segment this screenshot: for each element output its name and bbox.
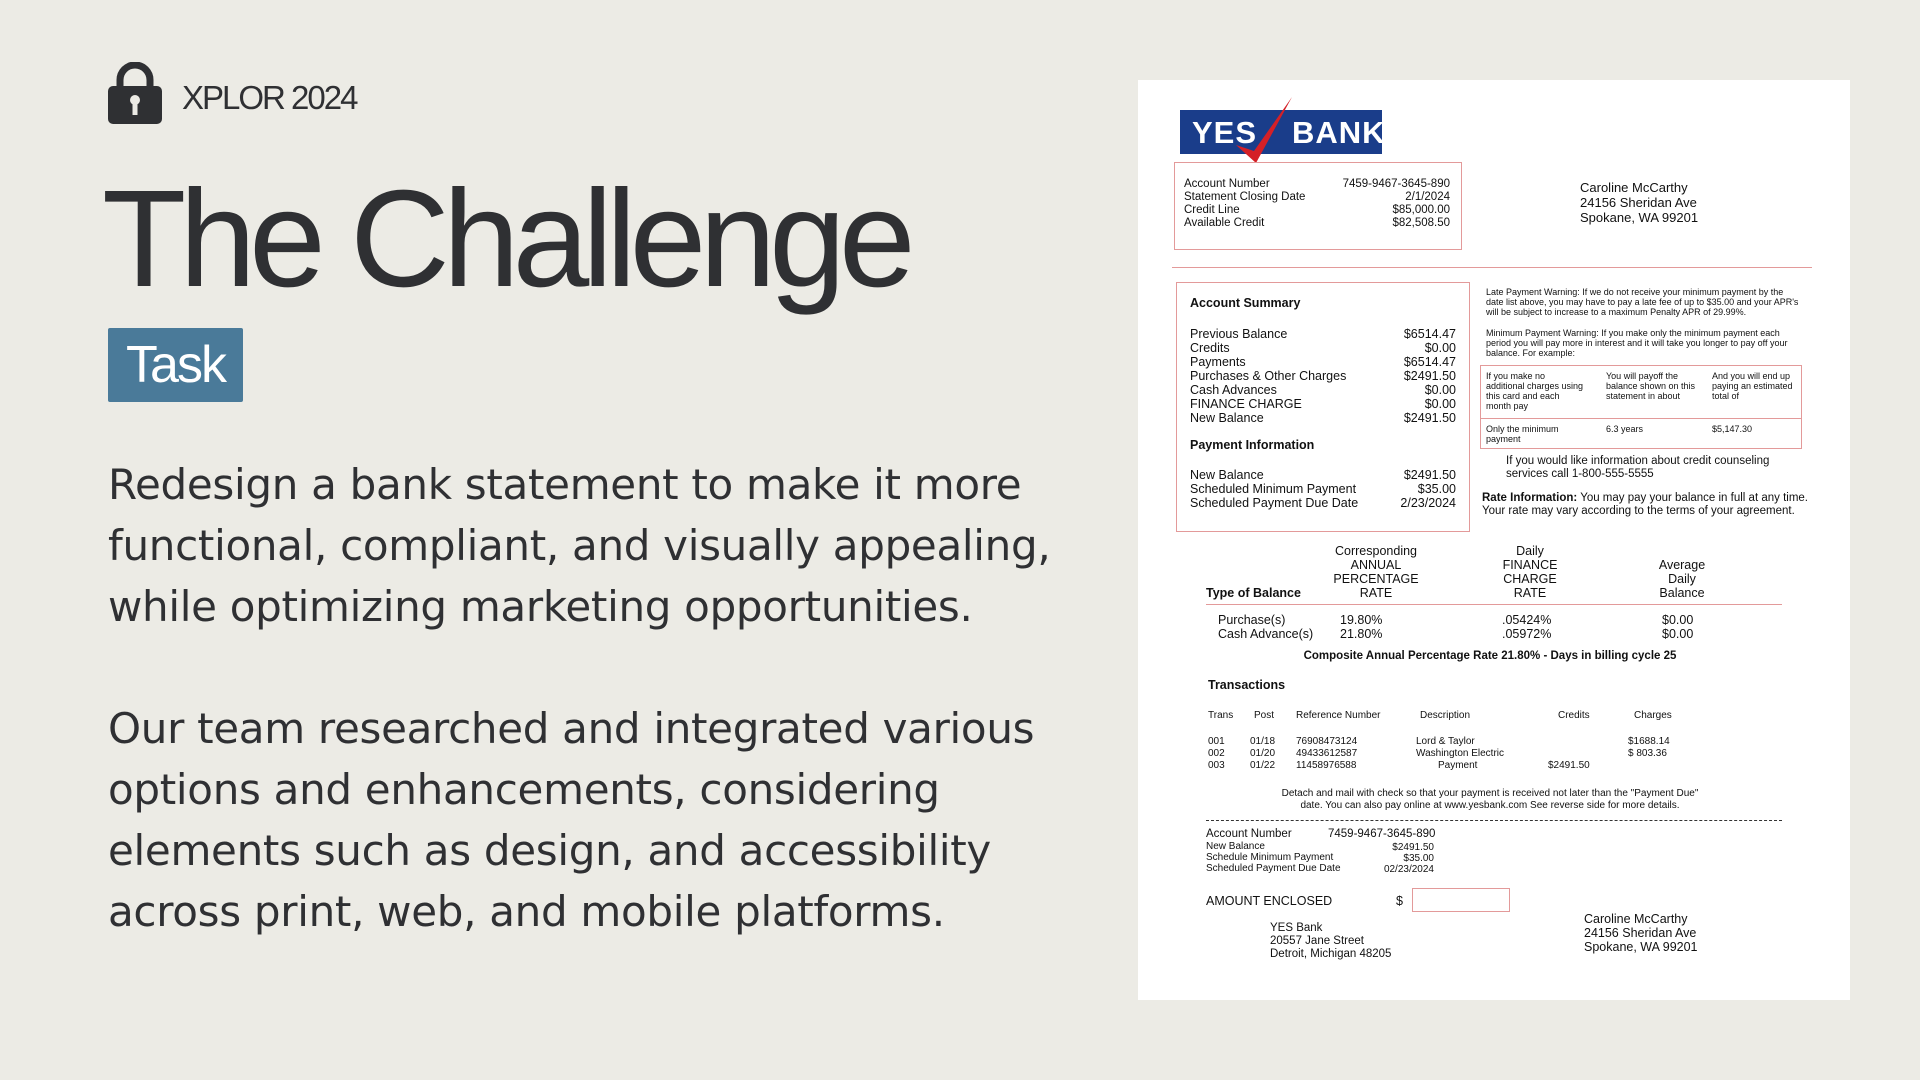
daily-header-line: Daily (1516, 544, 1544, 558)
summary-values (1404, 327, 1456, 425)
remit-label: Scheduled Payment Due Date (1206, 863, 1341, 874)
transaction-cell: 01/20 (1250, 748, 1276, 759)
transaction-cell: $ 803.36 (1628, 748, 1667, 759)
payment-label: Scheduled Minimum Payment (1190, 482, 1357, 496)
bank-city: Detroit, Michigan 48205 (1270, 948, 1392, 960)
transaction-cell: 003 (1208, 760, 1225, 771)
customer-city: Spokane, WA 99201 (1580, 210, 1699, 225)
summary-label: Cash Advances (1190, 383, 1277, 397)
transaction-cell: $2491.50 (1548, 760, 1590, 771)
rate-information (1482, 492, 1822, 518)
payment-value: 2/23/2024 (1400, 496, 1456, 510)
apr-header-line: RATE (1359, 586, 1393, 600)
summary-label: Credits (1190, 341, 1230, 355)
account-values (1343, 178, 1450, 230)
transactions-header: Reference Number (1296, 710, 1381, 721)
balance-apr: 21.80% (1340, 627, 1383, 641)
bank-street: 20557 Jane Street (1270, 935, 1364, 947)
amount-enclosed-label: AMOUNT ENCLOSED (1206, 894, 1333, 908)
detach-line (1206, 820, 1782, 821)
summary-value: $0.00 (1424, 341, 1456, 355)
balance-table-divider (1206, 604, 1782, 605)
daily-header-line: CHARGE (1503, 572, 1557, 586)
customer-street: 24156 Sheridan Ave (1580, 195, 1697, 210)
account-labels (1184, 178, 1305, 230)
transactions-header: Charges (1634, 710, 1672, 721)
account-value: $82,508.50 (1392, 217, 1450, 229)
remit-values (1328, 828, 1435, 841)
type-of-balance-header: Type of Balance (1206, 586, 1301, 600)
transaction-cell: 49433612587 (1296, 748, 1358, 759)
customer-name: Caroline McCarthy (1584, 912, 1688, 926)
apr-header-line: PERCENTAGE (1333, 572, 1419, 586)
balance-average: $0.00 (1662, 627, 1694, 641)
transactions-header: Description (1420, 710, 1471, 721)
balance-average: $0.00 (1662, 613, 1694, 627)
payment-labels (1190, 468, 1358, 510)
page-title: The Challenge (102, 162, 909, 316)
payment-info-heading: Payment Information (1190, 438, 1315, 452)
dollar-sign: $ (1396, 894, 1403, 908)
rate-info-label: Rate Information: (1482, 492, 1578, 504)
customer-address (1580, 180, 1698, 225)
daily-rate-header (1480, 544, 1580, 600)
divider (1172, 267, 1812, 268)
transaction-cell: 01/18 (1250, 736, 1276, 747)
apr-header-line: ANNUAL (1350, 558, 1402, 572)
detach-instructions: date. You can also pay online at www.yesbank.com See reverse side for more details. (1300, 800, 1680, 811)
account-value: $85,000.00 (1392, 204, 1450, 216)
remit-labels (1206, 828, 1341, 874)
bank-name: YES Bank (1270, 922, 1323, 934)
daily-header-line: FINANCE (1502, 558, 1558, 572)
description-paragraph-1: Redesign a bank statement to make it more functional, compliant, and visually appealing, while optimizing marketing opportunities. (108, 460, 1051, 631)
payment-values (1400, 468, 1456, 510)
customer-remit-address (1584, 912, 1698, 954)
summary-value: $0.00 (1424, 397, 1456, 411)
avg-header-line: Daily (1668, 572, 1696, 586)
minimum-payment-warning: Minimum Payment Warning: If you make only the minimum payment each period you will pay more in interest and it will take you longer to pay off your balance. For example: (1486, 328, 1788, 358)
description-paragraph-2: Our team researched and integrated various options and enhancements, considering elements such as design, and accessibility across print, web, and mobile platforms. (108, 704, 1035, 936)
transaction-cell: Lord & Taylor (1416, 736, 1475, 747)
payoff-header: If you make no additional charges using this card and each month pay (1486, 371, 1584, 411)
logo-text-bank: BANK (1292, 115, 1386, 150)
payoff-table-divider (1480, 418, 1802, 419)
summary-value: $6514.47 (1403, 355, 1456, 369)
task-badge: Task (108, 328, 243, 402)
summary-label: Payments (1190, 355, 1246, 369)
credit-counseling-note: If you would like information about credit counseling services call 1-800-555-5555 (1506, 455, 1770, 480)
account-label: Statement Closing Date (1184, 191, 1306, 203)
remit-value: $2491.50 (1392, 842, 1434, 853)
logo-text-yes: YES (1192, 115, 1258, 150)
balance-type: Purchase(s) (1218, 613, 1286, 627)
transaction-cell: 002 (1208, 748, 1225, 759)
avg-balance-header (1632, 558, 1732, 600)
apr-header (1316, 544, 1436, 600)
summary-label: Purchases & Other Charges (1190, 369, 1347, 383)
apr-header-line: Corresponding (1335, 544, 1417, 558)
brand (108, 62, 356, 124)
payoff-cell: Only the minimum payment (1486, 424, 1559, 444)
summary-value: $2491.50 (1403, 369, 1456, 383)
remit-label: New Balance (1206, 841, 1265, 852)
transaction-cell: 76908473124 (1296, 736, 1358, 747)
avg-header-line: Balance (1659, 586, 1705, 600)
summary-labels (1190, 327, 1346, 425)
payment-value: $2491.50 (1403, 468, 1456, 482)
account-label: Available Credit (1184, 217, 1265, 229)
brand-name: XPLOR 2024 (182, 79, 357, 116)
balance-type: Cash Advance(s) (1218, 627, 1314, 641)
summary-value: $2491.50 (1403, 411, 1456, 425)
summary-value: $0.00 (1424, 383, 1456, 397)
rate-info-text: You may pay your balance in full at any time. Your rate may vary according to the terms of your agreement. (1482, 492, 1808, 517)
payment-value: $35.00 (1417, 482, 1456, 496)
amount-enclosed-field[interactable] (1412, 888, 1510, 912)
remit-value: 7459-9467-3645-890 (1328, 828, 1436, 840)
payoff-header: And you will end up paying an estimated total of (1712, 371, 1793, 401)
remit-label: Account Number (1206, 828, 1292, 840)
account-label: Account Number (1184, 178, 1270, 190)
balance-daily-rate: .05424% (1502, 613, 1552, 627)
remit-values-right (1384, 842, 1434, 875)
summary-label: New Balance (1190, 411, 1264, 425)
account-summary-heading: Account Summary (1190, 296, 1301, 310)
transaction-cell: 11458976588 (1296, 760, 1357, 771)
transactions-header: Post (1254, 710, 1275, 721)
transaction-cell: 001 (1208, 736, 1225, 747)
balance-apr: 19.80% (1340, 613, 1383, 627)
account-value: 7459-9467-3645-890 (1342, 178, 1450, 190)
balance-daily-rate: .05972% (1502, 627, 1552, 641)
summary-label: FINANCE CHARGE (1190, 397, 1302, 411)
payoff-cell: $5,147.30 (1712, 424, 1753, 434)
remit-value: 02/23/2024 (1383, 864, 1434, 875)
summary-value: $6514.47 (1403, 327, 1456, 341)
daily-header-line: RATE (1513, 586, 1547, 600)
transaction-cell: Payment (1438, 760, 1478, 771)
checkmark-icon (1234, 95, 1294, 167)
late-payment-warning: Late Payment Warning: If we do not receive your minimum payment by the date list above, you may have to pay a late fee of up to $35.00 and your APR's will be subject to increase to a maximum Penalty APR of 29.99%. (1486, 287, 1799, 317)
transactions-header: Credits (1558, 710, 1590, 721)
customer-city: Spokane, WA 99201 (1584, 940, 1698, 954)
remit-value: $35.00 (1403, 853, 1434, 864)
remit-label: Schedule Minimum Payment (1206, 852, 1334, 863)
bank-statement (1138, 80, 1850, 1000)
payment-label: New Balance (1190, 468, 1264, 482)
composite-apr-line: Composite Annual Percentage Rate 21.80% - Days in billing cycle 25 (1303, 650, 1677, 662)
account-label: Credit Line (1184, 204, 1240, 216)
transaction-cell: $1688.14 (1628, 736, 1670, 747)
customer-street: 24156 Sheridan Ave (1584, 926, 1697, 940)
detach-instructions: Detach and mail with check so that your payment is received not later than the "Payment Due" (1281, 788, 1699, 799)
bank-address (1270, 922, 1391, 961)
avg-header-line: Average (1658, 558, 1706, 572)
transaction-cell: Washington Electric (1416, 748, 1504, 759)
payoff-header: You will payoff the balance shown on this statement in about (1606, 371, 1696, 401)
transaction-cell: 01/22 (1250, 760, 1276, 771)
payoff-cell: 6.3 years (1606, 424, 1644, 434)
customer-name: Caroline McCarthy (1580, 180, 1688, 195)
account-value: 2/1/2024 (1405, 191, 1450, 203)
summary-label: Previous Balance (1190, 327, 1288, 341)
payment-label: Scheduled Payment Due Date (1190, 496, 1359, 510)
transactions-header: Trans (1208, 710, 1234, 721)
lock-icon (108, 62, 162, 124)
transactions-heading: Transactions (1208, 678, 1286, 692)
